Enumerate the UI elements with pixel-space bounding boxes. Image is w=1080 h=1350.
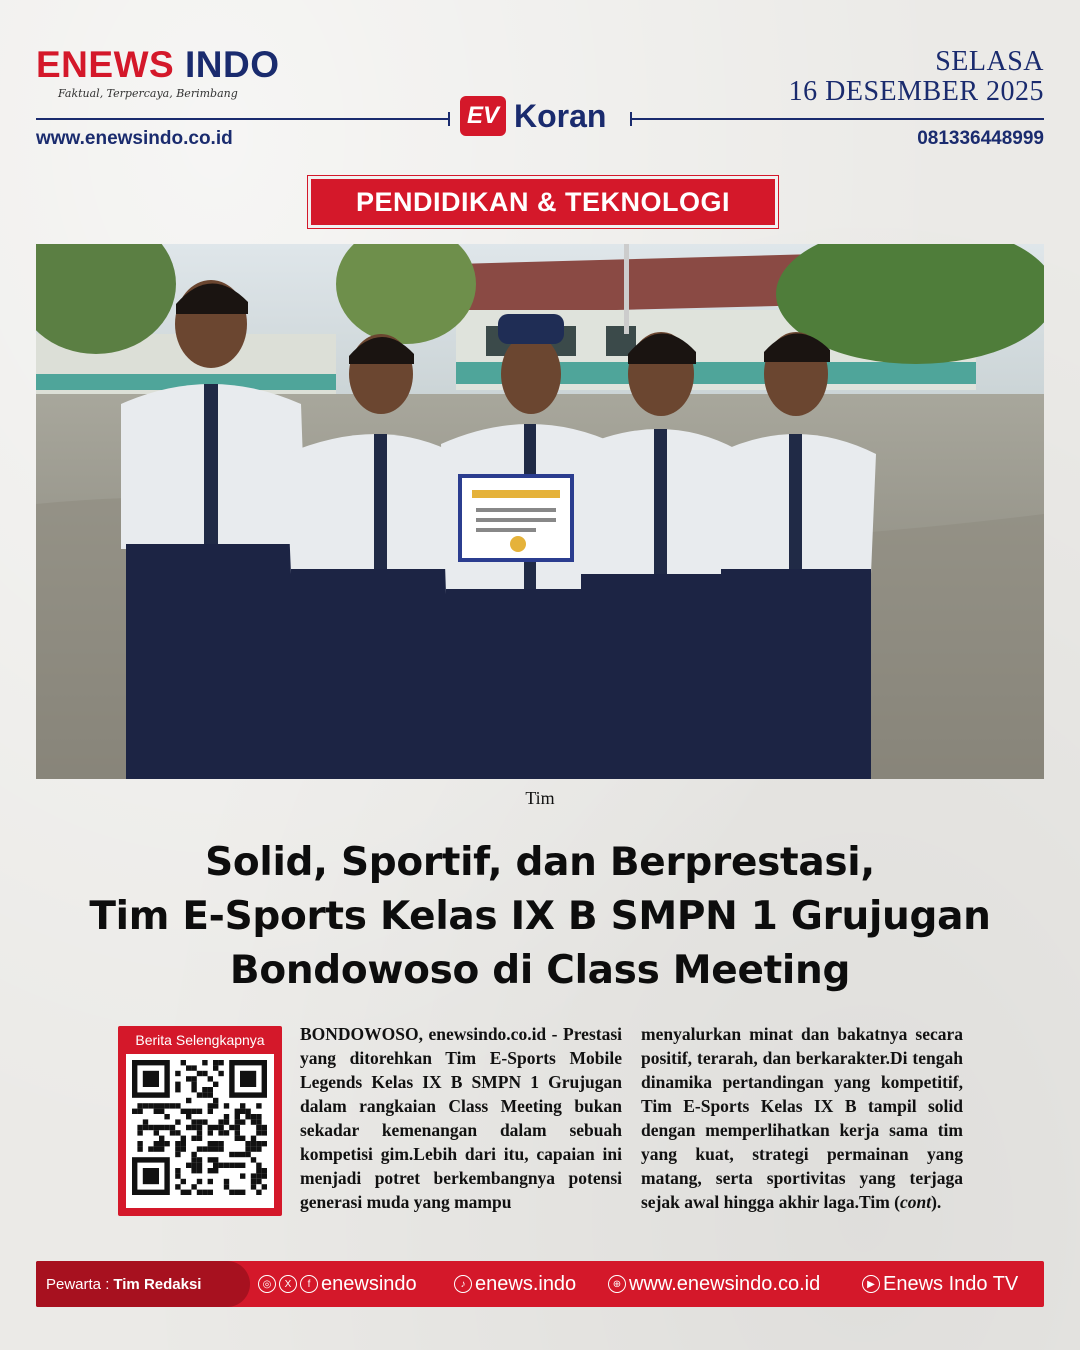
team-photo-illustration — [36, 244, 1044, 779]
issue-date-full: 16 DESEMBER 2025 — [788, 76, 1044, 107]
qr-module — [251, 1119, 256, 1124]
footer-bar — [36, 1261, 1044, 1307]
qr-module — [164, 1125, 169, 1130]
tiktok-icon[interactable]: ♪ — [454, 1275, 472, 1293]
qr-module — [175, 1141, 180, 1146]
qr-module — [175, 1103, 180, 1108]
qr-module — [159, 1146, 164, 1151]
qr-module — [229, 1190, 234, 1195]
qr-module — [191, 1168, 196, 1173]
qr-module — [245, 1141, 250, 1146]
facebook-icon[interactable]: f — [300, 1275, 318, 1293]
qr-module — [208, 1092, 213, 1097]
qr-module — [197, 1109, 202, 1114]
qr-module — [262, 1125, 267, 1130]
qr-module — [213, 1065, 218, 1070]
qr-module — [202, 1060, 207, 1065]
qr-module — [256, 1146, 261, 1151]
qr-module — [218, 1163, 223, 1168]
headline-line-2: Tim E-Sports Kelas IX B SMPN 1 Grujugan — [89, 894, 991, 939]
qr-module — [175, 1087, 180, 1092]
brand-name-part2: INDO — [174, 44, 280, 85]
qr-module — [197, 1071, 202, 1076]
social-handles[interactable] — [258, 1261, 417, 1307]
qr-module — [197, 1136, 202, 1141]
qr-module — [186, 1125, 191, 1130]
qr-module — [208, 1146, 213, 1151]
qr-module — [143, 1103, 148, 1108]
youtube-icon[interactable]: ▶ — [862, 1275, 880, 1293]
qr-module — [240, 1152, 245, 1157]
qr-module — [213, 1098, 218, 1103]
qr-module — [175, 1119, 180, 1124]
qr-module — [208, 1130, 213, 1135]
qr-module — [213, 1163, 218, 1168]
article-cont: cont — [899, 1192, 932, 1212]
qr-module — [224, 1179, 229, 1184]
qr-module — [170, 1125, 175, 1130]
qr-module — [191, 1076, 196, 1081]
qr-module — [186, 1065, 191, 1070]
qr-module — [197, 1168, 202, 1173]
qr-module — [197, 1190, 202, 1195]
qr-module — [148, 1125, 153, 1130]
qr-module — [251, 1184, 256, 1189]
qr-module — [224, 1130, 229, 1135]
qr-module — [218, 1125, 223, 1130]
brand-name — [36, 46, 279, 83]
qr-module — [154, 1125, 159, 1130]
qr-module — [240, 1103, 245, 1108]
qr-module — [197, 1119, 202, 1124]
qr-module — [245, 1109, 250, 1114]
qr-module — [235, 1114, 240, 1119]
qr-module — [197, 1130, 202, 1135]
qr-module — [224, 1103, 229, 1108]
qr-module — [245, 1114, 250, 1119]
brand-name-part1: ENEWS — [36, 44, 175, 85]
qr-module — [159, 1136, 164, 1141]
qr-module — [256, 1103, 261, 1108]
qr-code-icon[interactable] — [126, 1054, 274, 1208]
qr-module — [218, 1119, 223, 1124]
qr-module — [154, 1141, 159, 1146]
qr-module — [224, 1119, 229, 1124]
qr-module — [181, 1109, 186, 1114]
qr-module — [208, 1141, 213, 1146]
qr-module — [256, 1141, 261, 1146]
qr-module — [235, 1136, 240, 1141]
qr-module — [251, 1173, 256, 1178]
qr-module — [251, 1146, 256, 1151]
qr-module — [208, 1076, 213, 1081]
qr-module — [240, 1136, 245, 1141]
qr-module — [181, 1141, 186, 1146]
qr-module — [181, 1179, 186, 1184]
qr-module — [191, 1152, 196, 1157]
qr-module — [256, 1179, 261, 1184]
qr-module — [164, 1103, 169, 1108]
qr-module — [256, 1168, 261, 1173]
qr-module — [256, 1130, 261, 1135]
qr-finder — [143, 1071, 159, 1087]
globe-icon[interactable]: ⊕ — [608, 1275, 626, 1293]
article-column-2 — [641, 1022, 963, 1214]
qr-module — [164, 1114, 169, 1119]
qr-code-card[interactable] — [118, 1026, 282, 1216]
qr-module — [159, 1125, 164, 1130]
qr-module — [175, 1152, 180, 1157]
header-rule-right — [630, 118, 1044, 120]
tiktok-handle[interactable]: enews.indo — [475, 1272, 577, 1295]
qr-module — [256, 1114, 261, 1119]
qr-module — [191, 1184, 196, 1189]
qr-module — [175, 1184, 180, 1189]
qr-module — [224, 1184, 229, 1189]
qr-module — [191, 1125, 196, 1130]
qr-module — [159, 1109, 164, 1114]
qr-module — [229, 1125, 234, 1130]
headline-line-3: Bondowoso di Class Meeting — [229, 948, 851, 993]
qr-module — [175, 1071, 180, 1076]
qr-module — [175, 1146, 180, 1151]
qr-module — [251, 1179, 256, 1184]
qr-module — [235, 1163, 240, 1168]
website-link[interactable] — [608, 1261, 820, 1307]
qr-module — [137, 1103, 142, 1108]
qr-module — [159, 1141, 164, 1146]
qr-module — [191, 1087, 196, 1092]
qr-module — [181, 1136, 186, 1141]
photo-caption: Tim — [525, 788, 555, 808]
qr-module — [191, 1109, 196, 1114]
qr-module — [262, 1130, 267, 1135]
instagram-icon[interactable]: ◎ — [258, 1275, 276, 1293]
qr-module — [256, 1119, 261, 1124]
qr-module — [137, 1125, 142, 1130]
qr-module — [197, 1157, 202, 1162]
qr-finder — [240, 1071, 256, 1087]
youtube-link[interactable] — [862, 1261, 1018, 1307]
issue-day: SELASA — [935, 46, 1044, 77]
koran-badge — [460, 96, 606, 136]
qr-module — [235, 1119, 240, 1124]
qr-module — [256, 1163, 261, 1168]
qr-module — [202, 1146, 207, 1151]
qr-module — [175, 1173, 180, 1178]
qr-module — [240, 1173, 245, 1178]
qr-module — [251, 1141, 256, 1146]
qr-module — [208, 1087, 213, 1092]
ev-logo-icon: EV — [460, 96, 506, 136]
qr-module — [143, 1119, 148, 1124]
qr-module — [159, 1103, 164, 1108]
qr-module — [186, 1109, 191, 1114]
qr-module — [235, 1130, 240, 1135]
qr-module — [262, 1141, 267, 1146]
qr-module — [137, 1130, 142, 1135]
qr-module — [235, 1125, 240, 1130]
qr-module — [213, 1082, 218, 1087]
qr-module — [229, 1163, 234, 1168]
qr-module — [240, 1109, 245, 1114]
brand-tagline: Faktual, Terpercaya, Berimbang — [58, 87, 238, 100]
article-lead: BONDOWOSO, enewsindo.co.id - — [300, 1024, 564, 1044]
qr-module — [202, 1092, 207, 1097]
qr-module — [256, 1190, 261, 1195]
article-column-1 — [300, 1022, 622, 1214]
qr-module — [191, 1157, 196, 1162]
qr-module — [181, 1146, 186, 1151]
qr-module — [170, 1103, 175, 1108]
qr-module — [208, 1168, 213, 1173]
qr-module — [191, 1082, 196, 1087]
qr-module — [208, 1157, 213, 1162]
qr-module — [213, 1103, 218, 1108]
qr-module — [202, 1119, 207, 1124]
youtube-channel[interactable]: Enews Indo TV — [883, 1272, 1019, 1295]
qr-module — [175, 1082, 180, 1087]
qr-module — [202, 1087, 207, 1092]
header-phone: 081336448999 — [917, 128, 1044, 149]
qr-module — [224, 1114, 229, 1119]
qr-module — [235, 1109, 240, 1114]
qr-module — [170, 1130, 175, 1135]
qr-module — [256, 1173, 261, 1178]
qr-module — [251, 1157, 256, 1162]
qr-module — [213, 1157, 218, 1162]
qr-module — [175, 1130, 180, 1135]
qr-module — [218, 1071, 223, 1076]
qr-module — [213, 1141, 218, 1146]
brand-logo[interactable] — [36, 46, 279, 100]
header-rule-cap-left — [448, 112, 450, 126]
qr-finder — [143, 1168, 159, 1184]
qr-module — [137, 1141, 142, 1146]
qr-module — [235, 1152, 240, 1157]
qr-module — [224, 1163, 229, 1168]
qr-module — [186, 1190, 191, 1195]
qr-module — [175, 1168, 180, 1173]
qr-module — [208, 1125, 213, 1130]
qr-module — [191, 1163, 196, 1168]
qr-module — [197, 1179, 202, 1184]
issue-date — [789, 48, 1044, 106]
qr-module — [213, 1060, 218, 1065]
qr-module — [148, 1146, 153, 1151]
qr-module — [137, 1109, 142, 1114]
qr-module — [197, 1146, 202, 1151]
qr-module — [208, 1103, 213, 1108]
reporter-credit — [36, 1261, 250, 1307]
qr-module — [191, 1065, 196, 1070]
qr-module — [137, 1146, 142, 1151]
koran-label: Koran — [514, 97, 607, 134]
qr-module — [132, 1109, 137, 1114]
qr-module — [164, 1141, 169, 1146]
header-rule-left — [36, 118, 450, 120]
qr-module — [186, 1114, 191, 1119]
qr-module — [143, 1125, 148, 1130]
qr-module — [213, 1146, 218, 1151]
footer-website[interactable]: www.enewsindo.co.id — [629, 1272, 821, 1295]
qr-module — [251, 1114, 256, 1119]
reporter-name: Tim Redaksi — [113, 1275, 202, 1293]
qr-module — [191, 1119, 196, 1124]
qr-code-graphic — [126, 1054, 274, 1208]
qr-module — [208, 1179, 213, 1184]
reporter-label: Pewarta : — [46, 1275, 110, 1293]
tiktok-link[interactable] — [454, 1261, 576, 1307]
qr-module — [218, 1060, 223, 1065]
qr-module — [181, 1190, 186, 1195]
qr-module — [181, 1060, 186, 1065]
article-headline — [0, 836, 1080, 998]
qr-module — [256, 1125, 261, 1130]
headline-line-1: Solid, Sportif, dan Berprestasi, — [205, 840, 875, 885]
qr-module — [213, 1168, 218, 1173]
article-col2-text: menyalurkan minat dan bakatnya secara positif, terarah, dan berkarakter.Di tengah dinamika pertandingan yang kompetitif, Tim E-Sports Kelas IX B tampil solid dengan memperlihatkan kerja sama tim yang kuat, strategi permainan yang matang, serta sportivitas yang terjaga sejak awal hingga akhir laga.Tim ( — [641, 1024, 963, 1212]
qr-module — [154, 1109, 159, 1114]
qr-module — [240, 1190, 245, 1195]
qr-module — [154, 1130, 159, 1135]
social-handle[interactable]: enewsindo — [321, 1272, 417, 1295]
qr-module — [197, 1125, 202, 1130]
section-badge: PENDIDIKAN & TEKNOLOGI — [308, 176, 778, 228]
qr-module — [154, 1146, 159, 1151]
qr-module — [245, 1146, 250, 1151]
qr-module — [262, 1184, 267, 1189]
qr-module — [218, 1130, 223, 1135]
qr-module — [208, 1190, 213, 1195]
qr-module — [240, 1163, 245, 1168]
qr-module — [229, 1152, 234, 1157]
qr-module — [240, 1119, 245, 1124]
qr-module — [251, 1136, 256, 1141]
qr-module — [262, 1173, 267, 1178]
qr-module — [202, 1190, 207, 1195]
qr-module — [218, 1146, 223, 1151]
qr-module — [148, 1103, 153, 1108]
x-icon[interactable]: X — [279, 1275, 297, 1293]
qr-module — [235, 1190, 240, 1195]
article-col2-end: ). — [931, 1192, 942, 1212]
qr-module — [197, 1163, 202, 1168]
qr-module — [191, 1136, 196, 1141]
qr-module — [186, 1098, 191, 1103]
article-photo — [36, 244, 1044, 779]
qr-label: Berita Selengkapnya — [135, 1032, 265, 1048]
header-rule-cap-right — [630, 112, 632, 126]
qr-module — [186, 1076, 191, 1081]
header-website-link[interactable]: www.enewsindo.co.id — [36, 128, 233, 149]
qr-module — [154, 1103, 159, 1108]
qr-module — [262, 1168, 267, 1173]
qr-module — [245, 1152, 250, 1157]
qr-module — [186, 1163, 191, 1168]
qr-module — [197, 1092, 202, 1097]
qr-module — [213, 1125, 218, 1130]
qr-module — [218, 1141, 223, 1146]
qr-module — [202, 1071, 207, 1076]
qr-module — [208, 1109, 213, 1114]
article-col1-text: Prestasi yang ditorehkan Tim E-Sports Mobile Legends Kelas IX B SMPN 1 Grujugan dalam rangkaian Class Meeting bukan sekadar kemenangan dalam sebuah kompetisi gim.Lebih dari itu, capaian ini menjadi potret berkembangnya potensi generasi muda yang mampu — [300, 1024, 622, 1212]
